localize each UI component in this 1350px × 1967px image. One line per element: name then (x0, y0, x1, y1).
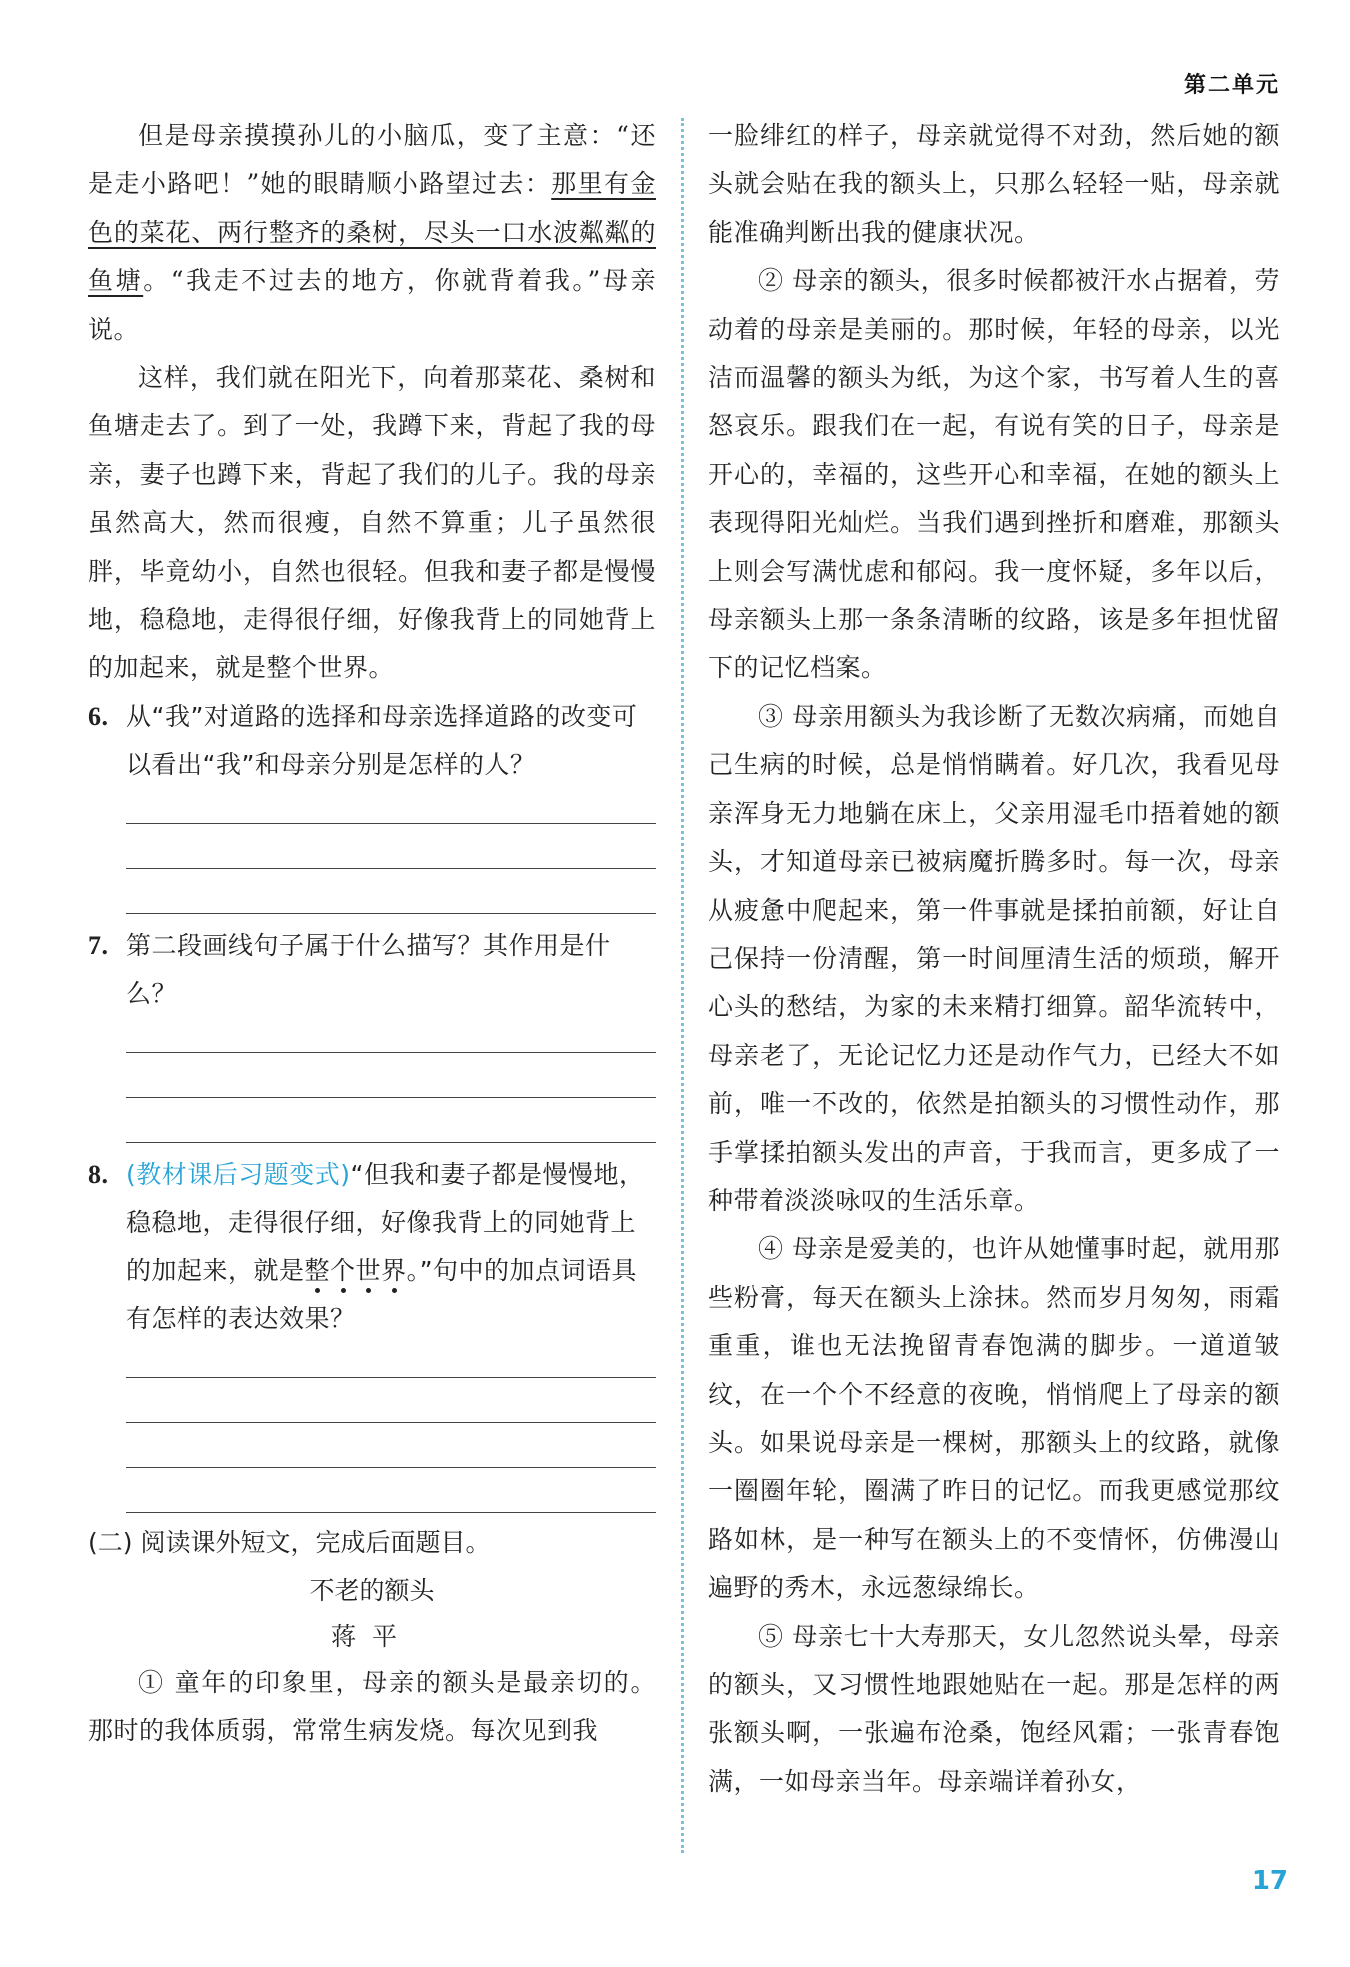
question-number: 8. (88, 1159, 109, 1189)
section-heading: (二) 阅读课外短文，完成后面题目。 (88, 1527, 491, 1557)
question-number: 6. (88, 701, 109, 731)
dotted-char: 整 (304, 1255, 331, 1285)
paragraph-carrying: 这样，我们就在阳光下，向着那菜花、桑树和鱼塘走去了。到了一处，我蹲下来，背起了我的母亲，妻子也蹲下来，背起了我们的儿子。我的母亲虽然高大，然而很瘦，自然不算重；儿子虽然很胖，毕竟幼小，自然也很轻。但我和妻子都是慢慢地，稳稳地，走得很仔细，好像我背上的同她背上的加起来，就是整个世界。 (88, 363, 656, 683)
paragraph-2: ② 母亲的额头，很多时候都被汗水占据着，劳动着的母亲是美丽的。那时候，年轻的母亲，以光洁而温馨的额头为纸，为这个家，书写着人生的喜怒哀乐。跟我们在一起，有说有笑的日子，母亲是开心的，幸福的，这些开心和幸福，在她的额头上表现得阳光灿烂。当我们遇到挫折和磨难，那额头上则会写满忧虑和郁闷。我一度怀疑，多年以后，母亲额头上那一条条清晰的纹路，该是多年担忧留下的记忆档案。 (708, 266, 1280, 683)
paragraph-1: ① 童年的印象里，母亲的额头是最亲切的。那时的我体质弱，常常生病发烧。每次见到我 (88, 1667, 656, 1746)
paragraph-4: ④ 母亲是爱美的，也许从她懂事时起，就用那些粉膏，每天在额头上涂抹。然而岁月匆匆，雨霜重重，谁也无法挽留青春饱满的脚步。一道道皱纹，在一个个不经意的夜晚，悄悄爬上了母亲的额头。如果说母亲是一棵树，那额头上的纹路，就像一圈圈年轮，圈满了昨日的记忆。而我更感觉那纹路如林，是一种写在额头上的不变情怀，仿佛漫山遍野的秀木，永远葱绿绵长。 (708, 1234, 1280, 1603)
question-8: 8. (教材课后习题变式)“但我和妻子都是慢慢地，稳稳地，走得很仔细，好像我背上的同她背上的加起来，就是整个世界。”句中的加点词语具有怎样的表达效果？ (88, 1151, 656, 1343)
question-7 (88, 922, 656, 1018)
paragraph-3: ③ 母亲用额头为我诊断了无数次病痛，而她自己生病的时候，总是悄悄瞒着。好几次，我看见母亲浑身无力地躺在床上，父亲用湿毛巾捂着她的额头，才知道母亲已被病魔折腾多时。每一次，母亲从疲惫中爬起来，第一件事就是揉拍前额，好让自己保持一份清醒，第一时间厘清生活的烦琐，解开心头的愁结，为家的未来精打细算。韶华流转中，母亲老了，无论记忆力还是动作气力，已经大不如前，唯一不改的，依然是拍额头的习惯性动作，那手掌揉拍额头发出的声音，于我而言，更多成了一种带着淡淡咏叹的生活乐章。 (708, 701, 1280, 1215)
dotted-char: 世 (355, 1255, 382, 1285)
column-divider (681, 118, 684, 1853)
paragraph-1-continued: 一脸绯红的样子，母亲就觉得不对劲，然后她的额头就会贴在我的额头上，只那么轻轻一贴，母亲就能准确判断出我的健康状况。 (708, 121, 1280, 247)
question-text: 从“我”对道路的选择和母亲选择道路的改变可以看出“我”和母亲分别是怎样的人？ (126, 701, 638, 779)
dotted-char: 界 (381, 1255, 407, 1285)
paragraph-5: ⑤ 母亲七十大寿那天，女儿忽然说头晕，母亲的额头，又习惯性地跟她贴在一起。那是怎样的两张额头啊，一张遍布沧桑，饱经风霜；一张青春饱满，一如母亲当年。母亲端详着孙女， (708, 1621, 1280, 1796)
question-6 (88, 693, 656, 789)
question-text: 第二段画线句子属于什么描写？其作用是什么？ (126, 930, 611, 1008)
dotted-char: 个 (330, 1255, 356, 1285)
paragraph-mother-choice: 但是母亲摸摸孙儿的小脑瓜，变了主意：“还是走小路吧！”她的眼睛顺小路望过去：那里有金色的菜花、两行整齐的桑树，尽头一口水波粼粼的鱼塘。“我走不过去的地方，你就背着我。”母亲说。 (88, 121, 656, 344)
left-column (88, 112, 656, 1756)
article-title: 不老的额头 (309, 1575, 435, 1605)
underlined-sentence: 那里有金色的菜花、两行整齐的桑树，尽头一口水波粼粼的鱼塘 (88, 169, 656, 296)
question-number: 7. (88, 930, 109, 960)
article-author: 蒋平 (330, 1621, 413, 1651)
unit-title: 第二单元 (1183, 73, 1280, 98)
right-column (708, 112, 1280, 1806)
question-tag: (教材课后习题变式) (126, 1159, 351, 1189)
page-number: 17 (1251, 1866, 1288, 1896)
